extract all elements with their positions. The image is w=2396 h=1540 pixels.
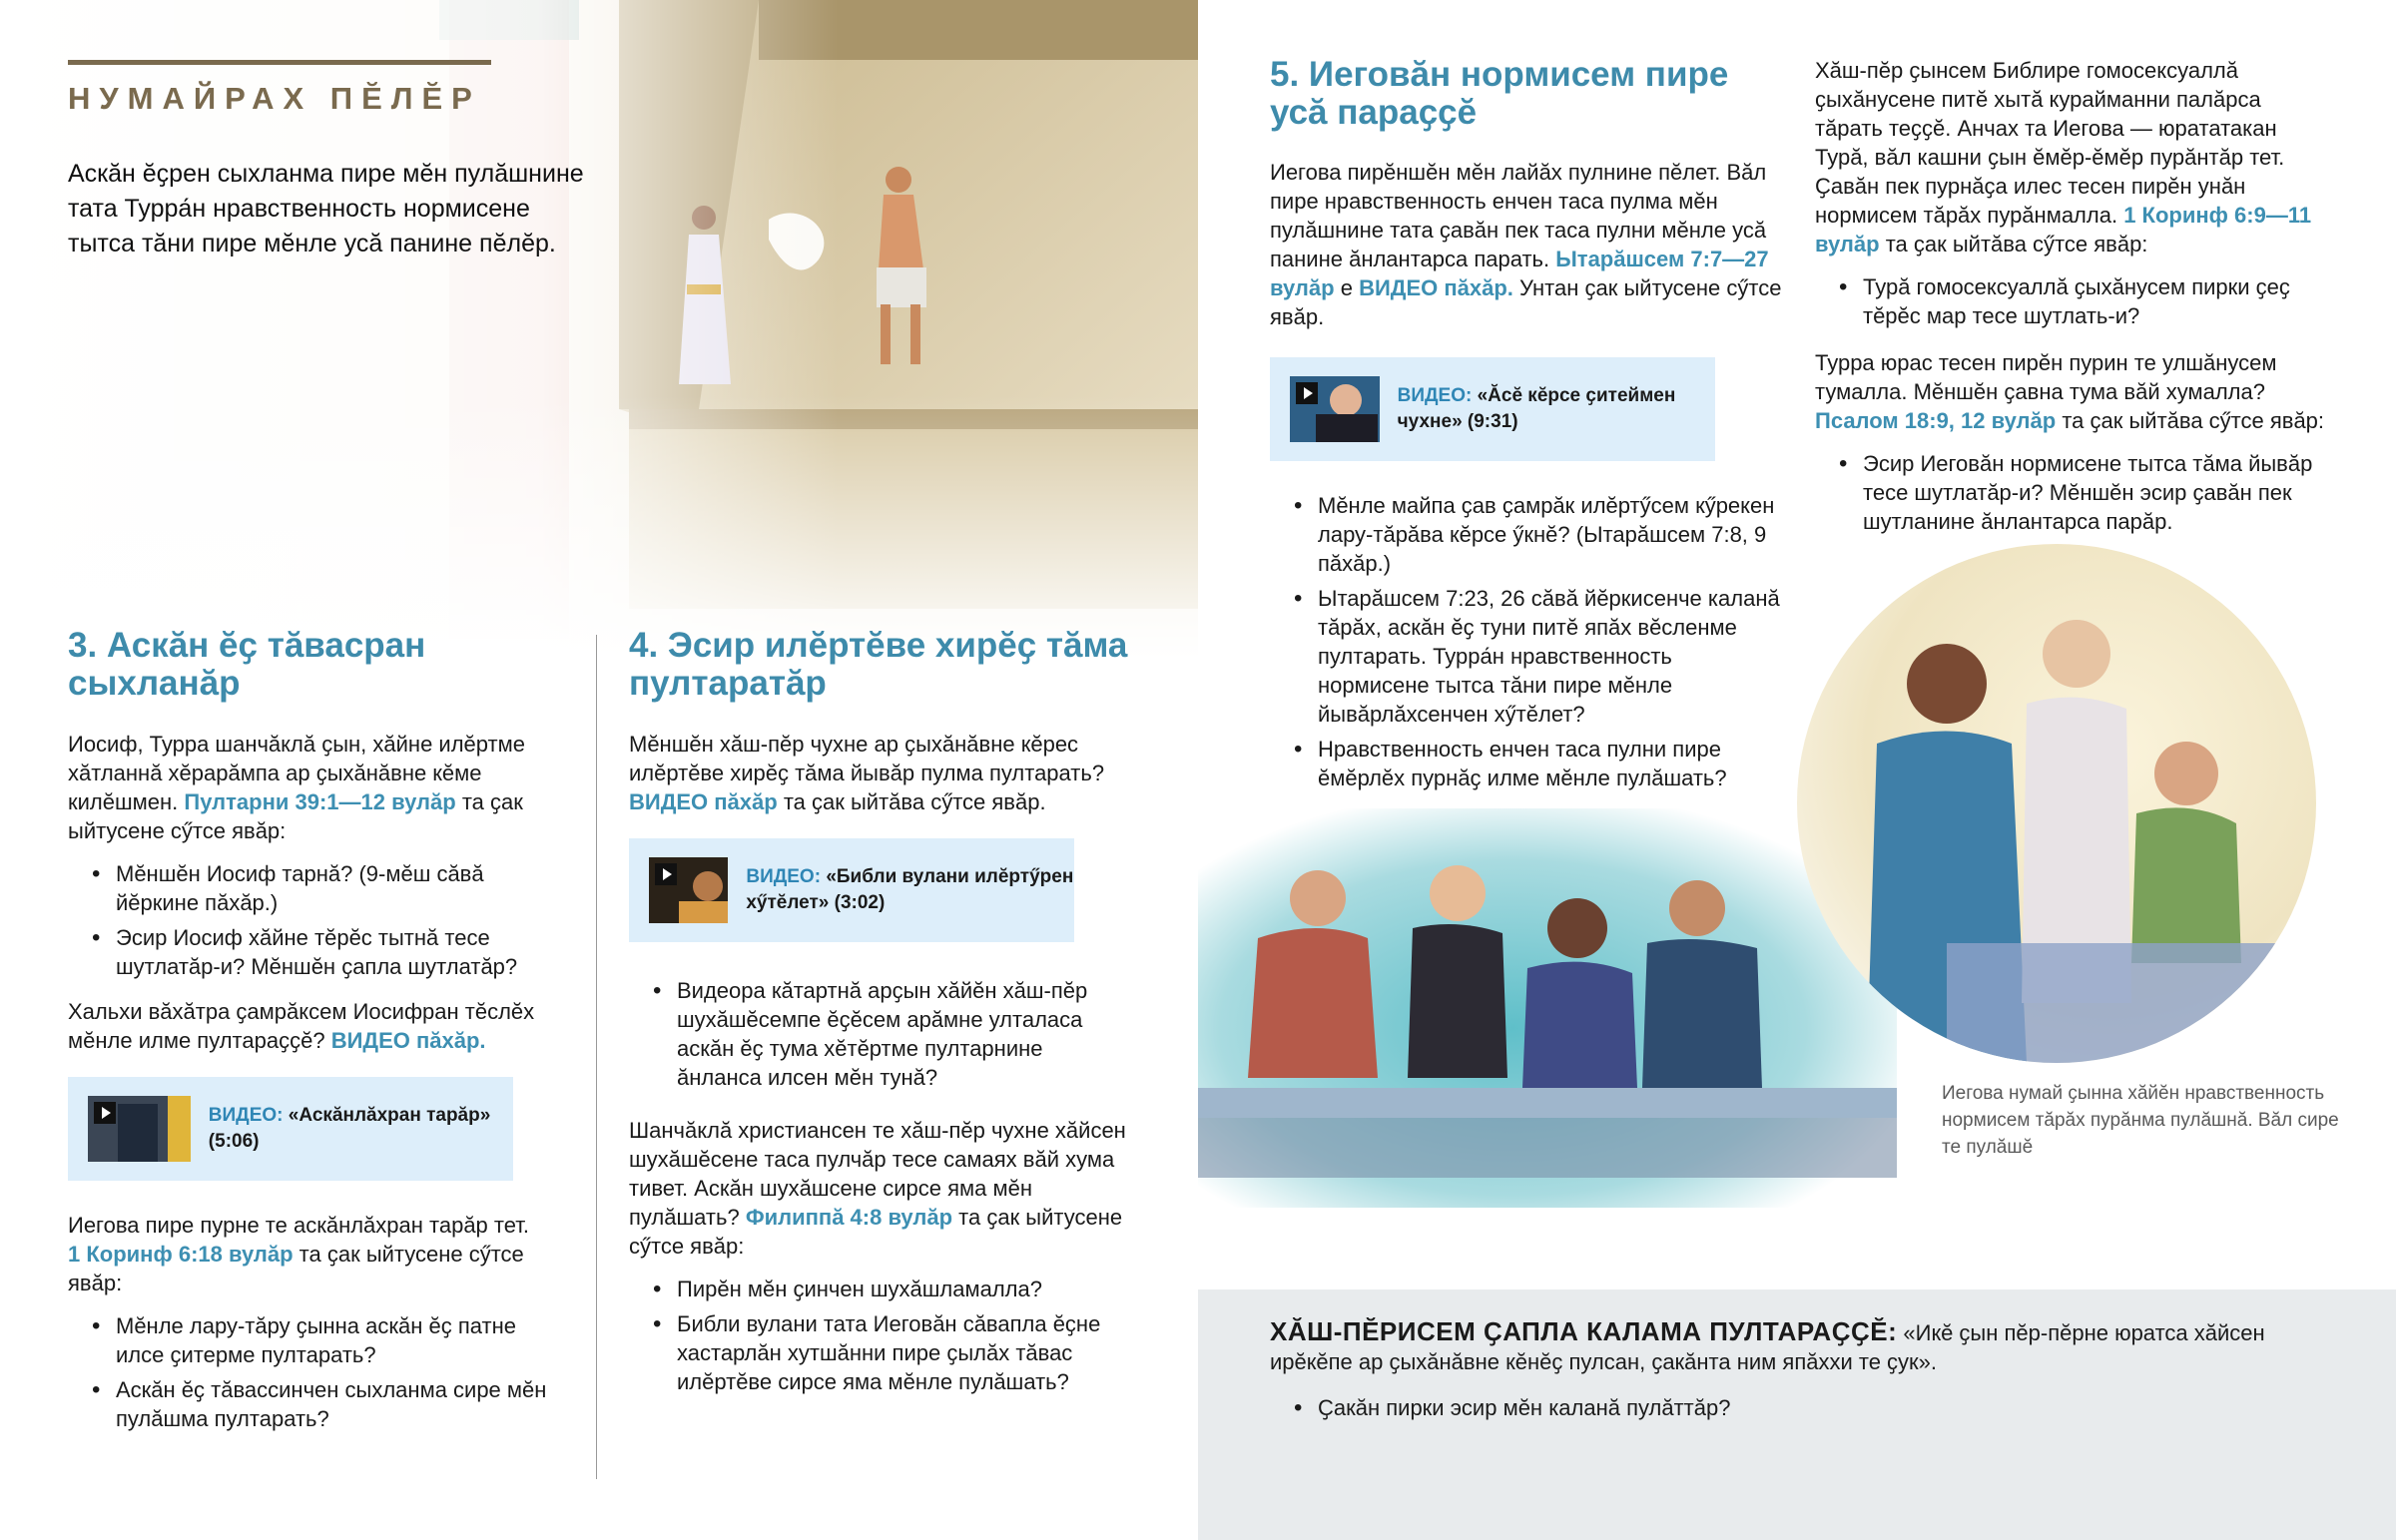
watch-video-link-3[interactable]: ВИДЕО пӑхӑр.: [330, 1028, 486, 1053]
section-5-col2-questions-1: [1815, 272, 2334, 330]
section-3-p1-after: та ҫак ыйтусене сӳтсе явӑр:: [68, 789, 523, 843]
sisters-scene: [1797, 544, 2316, 1063]
scripture-link-genesis[interactable]: Пултарни 39:1—12 вулӑр: [184, 789, 456, 814]
video-thumbnail-3[interactable]: [88, 1096, 191, 1162]
section-3-p1-text: Иосиф, Турра шанчӑклӑ ҫын, хӑйне илӗртме хӑтланнӑ хӗрарӑмпа ар ҫыхӑнӑвне кӗме килӗшмен.: [68, 732, 525, 814]
list-item: • Мӗнле лару-тӑру ҫынна аскӑн ӗҫ патне илсе ҫитерме пултарать?: [68, 1311, 567, 1369]
list-item: • Видеора кӑтартнӑ арҫын хӑйӗн хӑш-пӗр шухӑшӗсемпе ӗҫӗсем арӑмне улталаса аскӑн ӗҫ тума хӗтӗртме пултарнине ӑнланса илсен мӗн тунӑ?: [629, 976, 1128, 1092]
video-thumbnail-5[interactable]: [1290, 376, 1380, 442]
section-5-column-2: [1815, 56, 2334, 542]
list-item: • Пирӗн мӗн ҫинчен шухӑшламалла?: [629, 1275, 1128, 1303]
section-5-col2-p2: [1815, 348, 2334, 435]
section-3-p2-text: Хальхи вӑхӑтра ҫамрӑксем Иосифран тӗслӗх мӗнле илме пултараҫҫӗ?: [68, 999, 535, 1053]
some-say-quote: «Икӗ ҫын пӗр-пӗрне юратса хӑйсен ирӗкӗпе ар ҫыхӑнӑвне кӗнӗҫ пулсан, ҫакӑнта ним япӑххи те ҫук».: [1270, 1320, 2265, 1374]
section-3: [68, 627, 567, 1439]
watch-video-link-4[interactable]: ВИДЕО пӑхӑр: [629, 789, 778, 814]
play-icon[interactable]: [94, 1102, 116, 1124]
section-5-p1-after: Унтан ҫак ыйтусене сӳтсе явӑр.: [1270, 275, 1782, 329]
section-5-col2-p2-text: Турра юрас тесен пирӗн пурин те улшӑнусем тумалла. Мӗншӗн ҫавна тума вӑй хумалла?: [1815, 350, 2277, 404]
section-4-title: 4. Эсир илӗртӗве хирӗҫ тӑма пултаратӑр: [629, 626, 1128, 703]
section-5-col2-questions-2: [1815, 449, 2334, 536]
section-5-col2-p1-after: та ҫак ыйтӑва сӳтсе явӑр:: [1885, 232, 2148, 257]
video-label-3: ВИДЕО: «Аскӑнлӑхран тарӑр» (5:06): [208, 1105, 491, 1152]
play-icon[interactable]: [655, 863, 677, 885]
section-5-questions-1: [1270, 491, 1789, 792]
list-item: • Аскӑн ӗҫ тӑвассинчен сыхланма сире мӗн пулӑшма пултарать?: [68, 1375, 567, 1433]
section-4-p2-text: Шанчӑклӑ христиансен те хӑш-пӗр чухне хӑйсен шухӑшӗсене таса пулчӑр тесе самаях вӑй хума тивет. Аскӑн шухӑшсене сирсе яма мӗн пулӑшать?: [629, 1118, 1126, 1230]
some-say-questions: [1270, 1393, 2268, 1428]
scripture-link-psalm[interactable]: Псалом 18:9, 12 вулӑр: [1815, 408, 2057, 433]
section-3-questions-1: [68, 859, 567, 981]
section-3-p3: [68, 1211, 567, 1297]
bar-scene: [1198, 808, 1897, 1208]
some-say-text: [1270, 1317, 2278, 1376]
section-5-p1-or: е: [1340, 275, 1353, 300]
list-item: • Ҫакӑн пирки эсир мӗн каланӑ пулӑттӑр?: [1270, 1393, 2268, 1422]
illustration-caption: Иегова нумай ҫынна хӑйӗн нравственность нормисем тӑрӑх пурӑнма пулӑшнӑ. Вӑл сире те пулӑшӗ: [1942, 1083, 2339, 1158]
bar-scene-illustration: [1198, 808, 1897, 1208]
list-item: • Эсир Иеговӑн нормисене тытса тӑма йывӑр тесе шутлатӑр-и? Мӗншӗн эсир ҫавӑн пек шутланине ӑнлантарса парӑр.: [1815, 449, 2334, 536]
sisters-illustration: [1797, 544, 2316, 1063]
section-3-title: 3. Аскӑн ӗҫ тӑвасран сыхланӑр: [68, 626, 426, 703]
section-4-p1-text: Мӗншӗн хӑш-пӗр чухне ар ҫыхӑнӑвне кӗрес илӗртӗве хирӗҫ тӑма йывӑр пулма пултарать?: [629, 732, 1105, 785]
section-3-p3-text: Иегова пире пурне те аскӑнлӑхран тарӑр тет.: [68, 1213, 529, 1238]
video-card-3[interactable]: [68, 1077, 513, 1181]
section-3-p1: [68, 730, 567, 845]
list-item: • Ытарӑшсем 7:23, 26 сӑвӑ йӗркисенче каланӑ тӑрӑх, аскӑн ӗҫ туни питӗ япӑх вӗсленме пултарать. Турра́н нравственность нормисене тытса тӑни пире мӗнле йывӑрлӑхсенчен хӳтӗлет?: [1270, 584, 1789, 729]
section-5-p1-text: Иегова пирӗншӗн мӗн лайӑх пулнине пӗлет. Вӑл пире нравственность енчен таса пулма мӗн пулӑшнине тата ҫавӑн пек таса пулни мӗнле усӑ панине ӑнлантарса парать.: [1270, 160, 1767, 271]
list-item: • Мӗншӗн Иосиф тарнӑ? (9-мӗш сӑвӑ йӗркине пӑхӑр.): [68, 859, 567, 917]
section-4-questions-1: [629, 976, 1128, 1092]
video-card-4[interactable]: [629, 838, 1074, 942]
intro-kicker: НУМАЙРАХ ПӖЛӖР: [68, 81, 481, 116]
section-5-p1: [1270, 158, 1789, 331]
list-item: • Нравственность енчен таса пулни пире ӗмӗрлӗх пурнӑҫ илме мӗнле пулӑшать?: [1270, 735, 1789, 792]
column-divider: [596, 635, 597, 1479]
video-label-4: ВИДЕО: «Библи вулани илӗртӳрен хӳтӗлет» (3:02): [746, 866, 1074, 913]
section-4-p2: [629, 1116, 1128, 1261]
some-say-panel: [1198, 1289, 2396, 1540]
intro-text: Аскӑн ӗҫрен сыхланма пире мӗн пулӑшнине тата Турра́н нравственность нормисене тытса тӑни пире мӗнле усӑ панине пӗлӗр.: [68, 160, 584, 257]
video-card-5[interactable]: [1270, 357, 1715, 461]
list-item: • Библи вулани тата Иеговӑн сӑвапла ӗҫне хастарлӑн хутшӑнни пире ҫылӑх тӑвас илӗртӗве сирсе яма мӗнле пулӑшать?: [629, 1309, 1128, 1396]
watch-video-link-5[interactable]: ВИДЕО пӑхӑр.: [1359, 275, 1513, 300]
some-say-label: ХӐШ-ПӖРИСЕМ ҪАПЛА КАЛАМА ПУЛТАРАҪҪӖ:: [1270, 1316, 1898, 1346]
scripture-link-1cor-6-9[interactable]: 1 Коринф 6:9—11 вулӑр: [1815, 203, 2312, 257]
section-4: [629, 627, 1128, 1402]
section-3-p3-after: та ҫак ыйтусене сӳтсе явӑр:: [68, 1242, 524, 1295]
video-label-5: ВИДЕО: «Ӑсӗ кӗрсе ҫитеймен чухне» (9:31): [1397, 385, 1676, 432]
video-thumbnail-4[interactable]: [649, 857, 728, 923]
section-4-questions-2: [629, 1275, 1128, 1396]
section-5-col2-p1: [1815, 56, 2334, 258]
section-4-p1-after: та ҫак ыйтӑва сӳтсе явӑр.: [783, 789, 1046, 814]
section-4-p2-after: та ҫак ыйтусене сӳтсе явӑр:: [629, 1205, 1123, 1259]
section-3-questions-2: [68, 1311, 567, 1433]
section-5-col2-p1-text: Хӑш-пӗр ҫынсем Библире гомосексуаллӑ ҫыхӑнусене питӗ хытӑ курайманни палӑрса тӑрать теҫҫӗ. Анчах та Иегова — юрататакан Турӑ, вӑл кашни ҫын ӗмӗр-ӗмӗр пурӑнтӑр тет. Ҫавӑн пек пурнӑҫа илес тесен пирӗн унӑн нормисем тӑрӑх пурӑнмалла.: [1815, 58, 2285, 228]
section-4-p1: [629, 730, 1128, 816]
section-3-p2: [68, 997, 567, 1055]
section-5-col2-p2-after: та ҫак ыйтӑва сӳтсе явӑр:: [2062, 408, 2325, 433]
section-5-title: 5. Иеговӑн нормисем пире усӑ параҫҫӗ: [1270, 55, 1729, 132]
scripture-link-proverbs[interactable]: Ытарӑшсем 7:7—27 вулӑр: [1270, 247, 1769, 300]
section-5: [1270, 56, 1789, 798]
list-item: • Мӗнле майпа ҫав ҫамрӑк илӗртӳсем кӳрекен лару-тӑрӑва кӗрсе ӳкнӗ? (Ытарӑшсем 7:8, 9 пӑхӑр.): [1270, 491, 1789, 578]
kicker-rule: [68, 60, 491, 65]
scripture-link-1cor-6-18[interactable]: 1 Коринф 6:18 вулӑр: [68, 1242, 294, 1267]
play-icon[interactable]: [1296, 382, 1318, 404]
woman-seated: [2131, 742, 2241, 963]
list-item: • Турӑ гомосексуаллӑ ҫыхӑнусем пирки ҫеҫ тӗрӗс мар тесе шутлать-и?: [1815, 272, 2334, 330]
list-item: • Эсир Иосиф хӑйне тӗрӗс тытнӑ тесе шутлатӑр-и? Мӗншӗн ҫапла шутлатӑр?: [68, 923, 567, 981]
scripture-link-philippians[interactable]: Филиппӑ 4:8 вулӑр: [745, 1205, 953, 1230]
